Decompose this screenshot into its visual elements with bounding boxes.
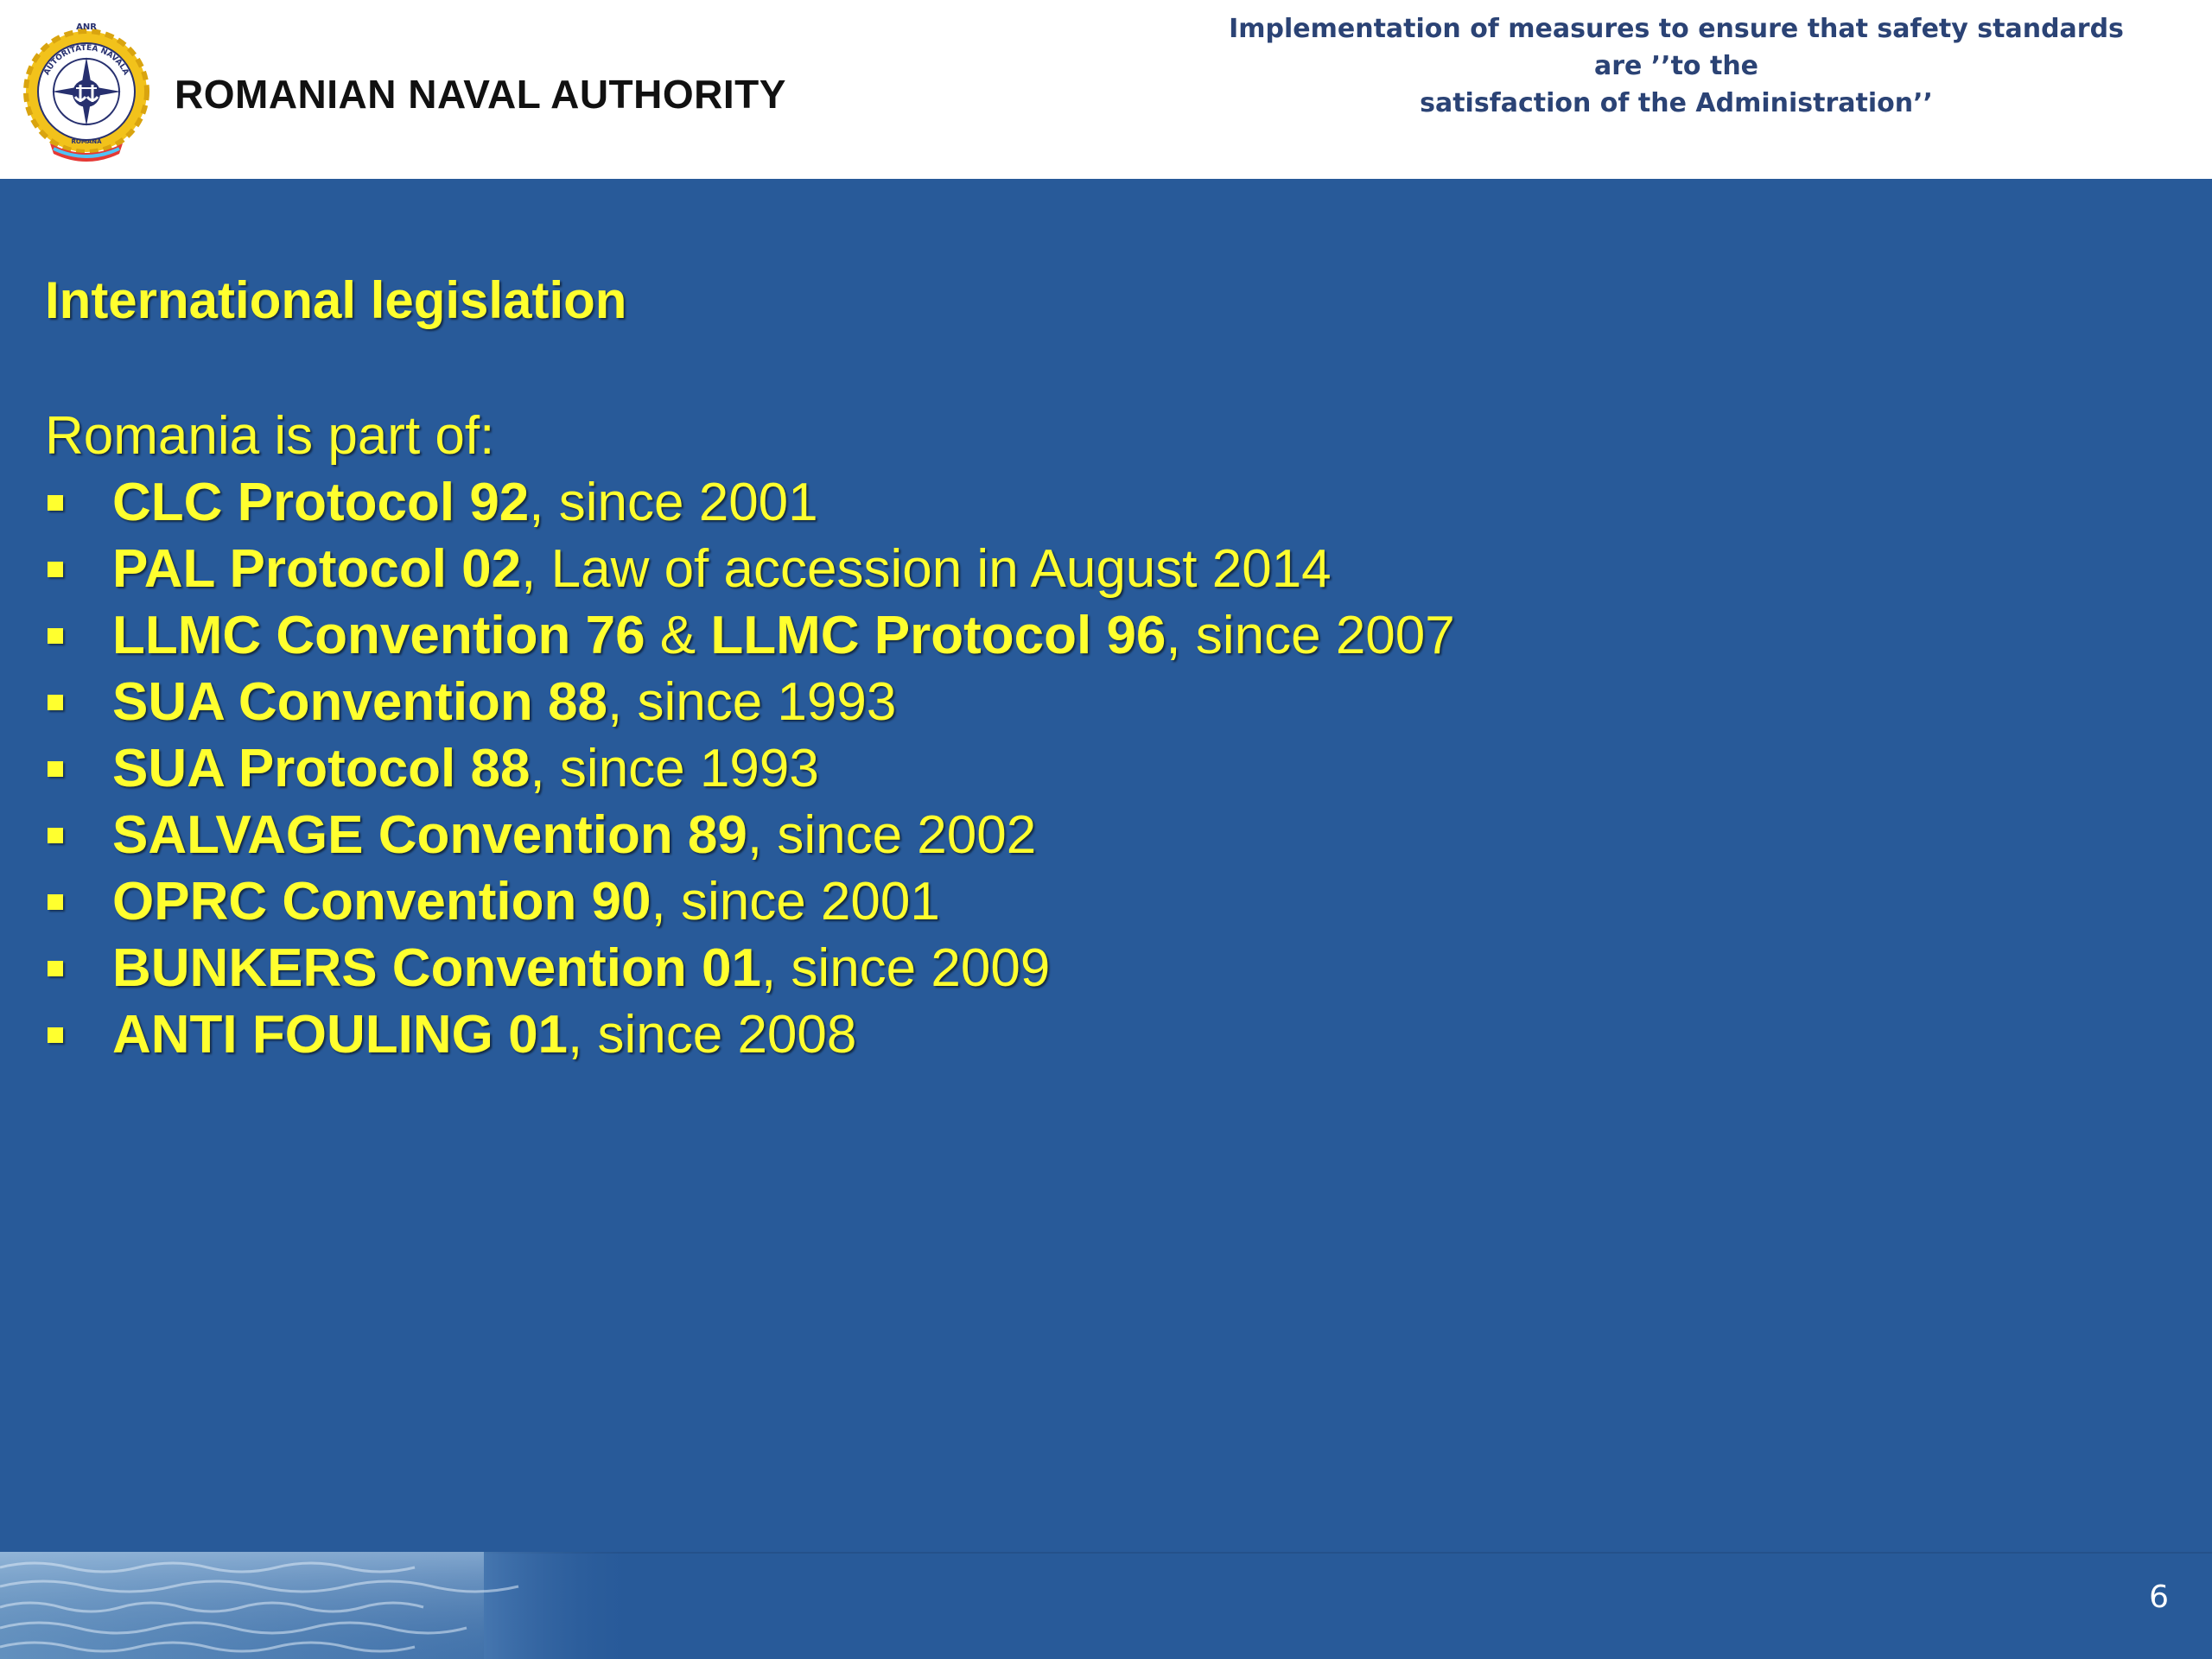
square-bullet-icon: [48, 961, 63, 976]
instrument-detail: , Law of accession in August 2014: [521, 539, 1332, 599]
section-heading: International legislation: [45, 271, 627, 329]
anchor-emblem-icon: [19, 17, 154, 162]
list-item: [45, 868, 2119, 935]
instrument-name: ANTI FOULING 01: [112, 1005, 569, 1065]
instrument-detail: , since 2008: [568, 1005, 857, 1065]
sea-water-texture-icon: [0, 1552, 639, 1659]
list-item: [45, 469, 2119, 536]
square-bullet-icon: [48, 495, 63, 511]
slide-content: [45, 270, 2119, 1068]
list-item: [45, 602, 2119, 669]
list-item: [45, 669, 2119, 735]
presentation-title-line-2: satisfaction of the Administration’’: [1420, 88, 1933, 118]
logo-top-text: ANR: [76, 22, 97, 32]
instrument-detail: , since 1993: [607, 672, 897, 732]
instrument-detail: , since 2009: [760, 938, 1051, 998]
instrument-name: BUNKERS Convention 01: [112, 938, 761, 998]
instrument-joiner: &: [645, 606, 711, 665]
square-bullet-icon: [48, 562, 63, 577]
instrument-name: PAL Protocol 02: [112, 539, 522, 599]
instrument-name: SUA Convention 88: [112, 672, 607, 732]
instrument-name: SUA Protocol 88: [112, 739, 531, 798]
list-item: [45, 735, 2119, 802]
page-number: 6: [2149, 1580, 2169, 1615]
square-bullet-icon: [48, 695, 63, 710]
instrument-detail: , since 2001: [651, 872, 940, 931]
presentation-title: [1201, 10, 2152, 122]
instrument-name-2: LLMC Protocol 96: [710, 606, 1166, 665]
list-item: [45, 802, 2119, 868]
instrument-name: CLC Protocol 92: [112, 473, 530, 532]
list-item: [45, 536, 2119, 602]
instrument-name: LLMC Convention 76: [112, 606, 645, 665]
logo-bottom-text: ROMANA: [71, 138, 102, 145]
instrument-name: SALVAGE Convention 89: [112, 805, 747, 865]
list-item: [45, 1001, 2119, 1068]
square-bullet-icon: [48, 894, 63, 910]
intro-text: Romania is part of:: [45, 406, 495, 466]
instrument-detail: , since 2002: [747, 805, 1037, 865]
instrument-detail: , since 2001: [529, 473, 818, 532]
square-bullet-icon: [48, 628, 63, 644]
instrument-name: OPRC Convention 90: [112, 872, 652, 931]
instrument-detail: , since 2007: [1166, 606, 1455, 665]
list-item: [45, 935, 2119, 1001]
logo-ring-text: AUTORITATEA NAVALĂ: [42, 43, 130, 77]
legislation-list: [45, 469, 2119, 1068]
square-bullet-icon: [48, 1027, 63, 1043]
slide-header: [0, 0, 2212, 179]
organization-name: ROMANIAN NAVAL AUTHORITY: [175, 72, 786, 117]
square-bullet-icon: [48, 761, 63, 777]
instrument-detail: , since 1993: [530, 739, 819, 798]
square-bullet-icon: [48, 828, 63, 843]
presentation-title-line-1: Implementation of measures to ensure that safety standards are ’’to the: [1229, 14, 2124, 81]
